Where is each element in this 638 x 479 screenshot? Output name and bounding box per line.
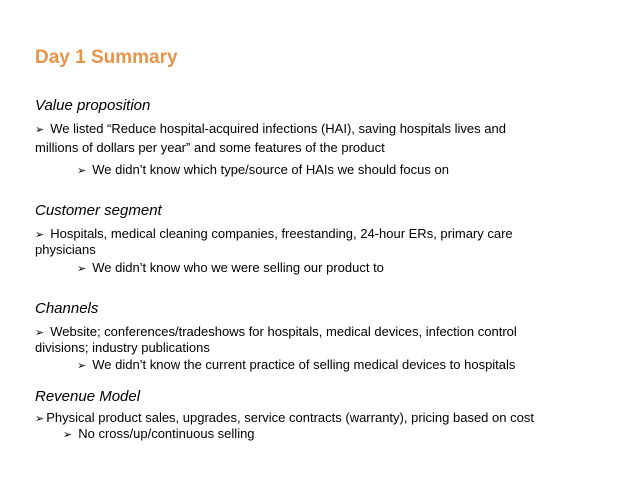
bullet-continuation: millions of dollars per year” and some features of the product xyxy=(35,140,385,155)
bullet-item xyxy=(35,120,506,139)
sub-bullet-item xyxy=(77,161,449,180)
sub-bullet-item xyxy=(77,259,384,278)
sub-bullet-text: We didn’t know who we were selling our product to xyxy=(92,260,384,275)
arrow-bullet-icon: ➢ xyxy=(35,124,45,136)
arrow-bullet-icon: ➢ xyxy=(63,429,73,441)
page-title: Day 1 Summary xyxy=(35,47,178,68)
arrow-bullet-icon: ➢ xyxy=(35,327,45,339)
section-heading-value-proposition: Value proposition xyxy=(35,97,151,114)
bullet-text: We listed “Reduce hospital-acquired infections (HAI), saving hospitals lives and xyxy=(50,121,506,136)
arrow-bullet-icon: ➢ xyxy=(35,413,45,425)
bullet-item xyxy=(35,225,513,244)
sub-bullet-item xyxy=(77,356,515,375)
bullet-text: Hospitals, medical cleaning companies, freestanding, 24-hour ERs, primary care xyxy=(50,226,513,241)
arrow-bullet-icon: ➢ xyxy=(35,229,45,241)
arrow-bullet-icon: ➢ xyxy=(77,165,87,177)
bullet-text: Website; conferences/tradeshows for hospitals, medical devices, infection control xyxy=(50,324,517,339)
arrow-bullet-icon: ➢ xyxy=(77,360,87,372)
sub-bullet-text: We didn’t know the current practice of selling medical devices to hospitals xyxy=(92,357,516,372)
sub-bullet-item xyxy=(63,425,255,444)
bullet-continuation: physicians xyxy=(35,242,96,257)
arrow-bullet-icon: ➢ xyxy=(77,263,87,275)
sub-bullet-text: No cross/up/continuous selling xyxy=(78,426,255,441)
section-heading-channels: Channels xyxy=(35,300,99,317)
section-heading-customer-segment: Customer segment xyxy=(35,202,162,219)
bullet-text: Physical product sales, upgrades, service contracts (warranty), pricing based on cost xyxy=(46,410,534,425)
sub-bullet-text: We didn’t know which type/source of HAIs we should focus on xyxy=(92,162,449,177)
section-heading-revenue-model: Revenue Model xyxy=(35,388,141,405)
bullet-continuation: divisions; industry publications xyxy=(35,340,210,355)
